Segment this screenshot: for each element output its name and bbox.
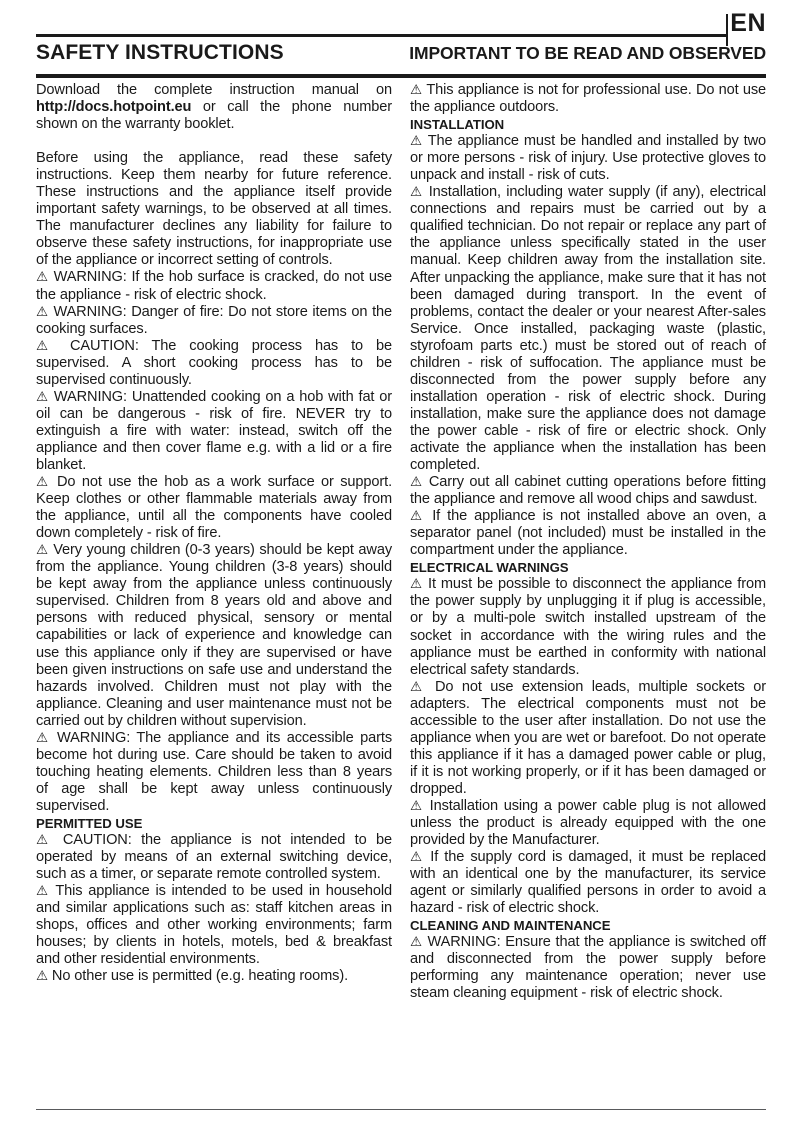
warning-caution-cooking-process: [36, 338, 392, 389]
section-heading-permitted-use: PERMITTED USE: [36, 815, 143, 831]
warning-extension-leads-text: Do not use extension leads, multiple sockets or adapters. The electrical components must not be accessible to the user after installation. Do not use the appliance when you are wet or barefoot. Do not operate this appliance if it has a damaged power cable or plug, if it is not working properly, or if it has been damaged or dropped.: [410, 678, 767, 797]
warning-triangle-icon: ⚠: [410, 797, 424, 814]
paragraph-download-manual: [36, 82, 392, 133]
warning-triangle-icon: ⚠: [36, 388, 49, 405]
download-text-post: or call the phone number shown on the warranty booklet.: [36, 99, 392, 133]
warning-switched-off-disconnected-text: WARNING: Ensure that the appliance is switched off and disconnected from the power supply before performing any maintenance operation; never use steam cleaning equipment - risk of electric shock.: [410, 934, 766, 1002]
warning-cabinet-cutting: [410, 474, 766, 508]
warning-external-switching-device: [36, 832, 392, 883]
page-title: SAFETY INSTRUCTIONS: [36, 41, 284, 64]
warning-children-safety-text: Very young children (0-3 years) should be kept away from the appliance. Young children (3-8 years) should be kept away from the appliance unless continuously supervised. Children from 8 years old and above and persons with reduced physical, sensory or mental capabilities or lack of experience and knowledge can use this appliance only if they are supervised or have been given instructions on safe use and understand the hazards involved. Children must not play with the appliance. Cleaning and user maintenance must not be carried out by children without supervision.: [36, 542, 393, 729]
warning-danger-of-fire: [36, 304, 392, 338]
warning-power-cable-plug-text: Installation using a power cable plug is not allowed unless the product is already equipped with the one provided by the Manufacturer.: [410, 797, 767, 849]
two-column-body: [36, 82, 766, 1082]
warning-supply-cord-damaged: [410, 849, 766, 917]
warning-disconnect-power-supply-text: It must be possible to disconnect the appliance from the power supply by unplugging it if plug is accessible, or by a multi-pole switch installed upstream of the socket in accordance with the wiring rules and the appliance must be earthed in conformity with national electrical safety standards.: [410, 576, 766, 678]
warning-household-use-text: This appliance is intended to be used in household and similar applications such as: staff kitchen areas in shops, offices and other working environments; farm houses; by clients in hotels, motels, bed & breakfast and other residential environments.: [36, 883, 392, 968]
warning-triangle-icon: ⚠: [410, 184, 424, 201]
header-titles: [36, 41, 766, 65]
warning-household-use: [36, 883, 392, 968]
left-column: [36, 82, 392, 1082]
warning-triangle-icon: ⚠: [36, 303, 49, 320]
warning-cabinet-cutting-text: Carry out all cabinet cutting operations before fitting the appliance and remove all wood chips and sawdust.: [410, 474, 767, 508]
warning-triangle-icon: ⚠: [36, 269, 49, 286]
warning-triangle-icon: ⚠: [410, 576, 424, 593]
warning-no-other-use: [36, 968, 392, 985]
warning-triangle-icon: ⚠: [410, 678, 427, 695]
warning-caution-cooking-process-text: CAUTION: The cooking process has to be supervised. A short cooking process has to be supervised continuously.: [36, 337, 392, 388]
warning-triangle-icon: ⚠: [410, 474, 424, 491]
warning-hot-accessible-parts: [36, 730, 392, 815]
warning-hob-cracked-text: WARNING: If the hob surface is cracked, do not use the appliance - risk of electric shock.: [36, 269, 393, 303]
warning-qualified-technician: [410, 184, 766, 474]
right-column: [410, 82, 766, 1082]
warning-triangle-icon: ⚠: [36, 337, 58, 354]
warning-switched-off-disconnected: [410, 934, 766, 1002]
warning-triangle-icon: ⚠: [36, 729, 51, 746]
warning-triangle-icon: ⚠: [410, 508, 426, 525]
warning-extension-leads: [410, 679, 766, 798]
page-subtitle: IMPORTANT TO BE READ AND OBSERVED: [409, 43, 766, 63]
warning-power-cable-plug: [410, 798, 766, 849]
header-top-rule: [36, 34, 728, 37]
warning-triangle-icon: ⚠: [410, 82, 423, 98]
warning-not-professional-use-text: This appliance is not for professional use. Do not use the appliance outdoors.: [410, 82, 767, 116]
warning-two-or-more-persons-text: The appliance must be handled and installed by two or more persons - risk of injury. Use protective gloves to unpack and install - risk of cuts.: [410, 133, 766, 184]
warning-danger-of-fire-text: WARNING: Danger of fire: Do not store items on the cooking surfaces.: [36, 303, 392, 337]
docs-url: http://docs.hotpoint.eu: [36, 99, 192, 116]
warning-separator-panel: [410, 508, 766, 559]
paragraph-before-using: Before using the appliance, read these safety instructions. Keep them nearby for future reference. These instructions and the appliance itself provide important safety warnings, to be observed at all times. The manufacturer declines any liability for failure to observe these safety instructions, for inappropriate use of the appliance or incorrect setting of controls.: [36, 150, 392, 269]
warning-triangle-icon: ⚠: [36, 968, 48, 985]
language-code: EN: [730, 9, 766, 37]
section-heading-installation: INSTALLATION: [410, 117, 505, 133]
warning-unattended-cooking-text: WARNING: Unattended cooking on a hob with fat or oil can be dangerous - risk of fire. NEVER try to extinguish a fire with water: instead, switch off the appliance and then cover flame e.g. with a lid or a fire blanket.: [36, 388, 393, 473]
warning-triangle-icon: ⚠: [36, 883, 50, 900]
page-header: [36, 8, 766, 74]
warning-no-other-use-text: No other use is permitted (e.g. heating rooms).: [51, 968, 349, 985]
header-bottom-rule: [36, 74, 766, 78]
warning-hob-cracked: [36, 269, 392, 303]
warning-external-switching-device-text: CAUTION: the appliance is not intended to be operated by means of an external switching device, such as a timer, or separate remote controlled system.: [36, 832, 393, 883]
warning-triangle-icon: ⚠: [36, 542, 49, 559]
warning-triangle-icon: ⚠: [36, 832, 54, 849]
warning-not-professional-use: [410, 82, 766, 116]
warning-children-safety: [36, 542, 392, 730]
warning-triangle-icon: ⚠: [410, 849, 425, 866]
paragraph-spacer: [36, 133, 392, 150]
warning-unattended-cooking: [36, 389, 392, 474]
warning-triangle-icon: ⚠: [410, 934, 423, 951]
warning-work-surface-text: Do not use the hob as a work surface or support. Keep clothes or other flammable materials away from the appliance, until all the components have cooled down completely - risk of fire.: [36, 474, 393, 542]
warning-disconnect-power-supply: [410, 576, 766, 678]
download-text-pre: Download the complete instruction manual on: [36, 82, 392, 98]
section-heading-cleaning-maintenance: CLEANING AND MAINTENANCE: [410, 918, 611, 934]
warning-hot-accessible-parts-text: WARNING: The appliance and its accessible parts become hot during use. Care should be taken to avoid touching heating elements. Children less than 8 years of age shall be kept away unless continuously supervised.: [36, 729, 393, 814]
footer-rule: [36, 1109, 766, 1110]
warning-triangle-icon: ⚠: [36, 474, 51, 491]
warning-two-or-more-persons: [410, 133, 766, 184]
warning-work-surface: [36, 474, 392, 542]
section-heading-electrical-warnings: ELECTRICAL WARNINGS: [410, 560, 569, 576]
warning-triangle-icon: ⚠: [410, 133, 424, 150]
warning-separator-panel-text: If the appliance is not installed above an oven, a separator panel (not included) must be installed in the compartment under the appliance.: [410, 508, 766, 559]
warning-supply-cord-damaged-text: If the supply cord is damaged, it must be replaced with an identical one by the manufacturer, its service agent or similarly qualified persons in order to avoid a hazard - risk of electric shock.: [410, 849, 767, 917]
warning-qualified-technician-text: Installation, including water supply (if any), electrical connections and repairs must be carried out by a qualified technician. Do not repair or replace any part of the appliance unless specifically stated in the user manual. Keep children away from the installation site. After unpacking the appliance, make sure that it has not been damaged during transport. In the event of problems, contact the dealer or your nearest After-sales Service. Once installed, packaging waste (plastic, styrofoam parts etc.) must be stored out of reach of children - risk of suffocation. The appliance must be disconnected from the power supply before any installation operation - risk of electric shock. During installation, make sure the appliance does not damage the power cable - risk of fire or electric shock. Only activate the appliance when the installation has been completed.: [410, 184, 766, 474]
